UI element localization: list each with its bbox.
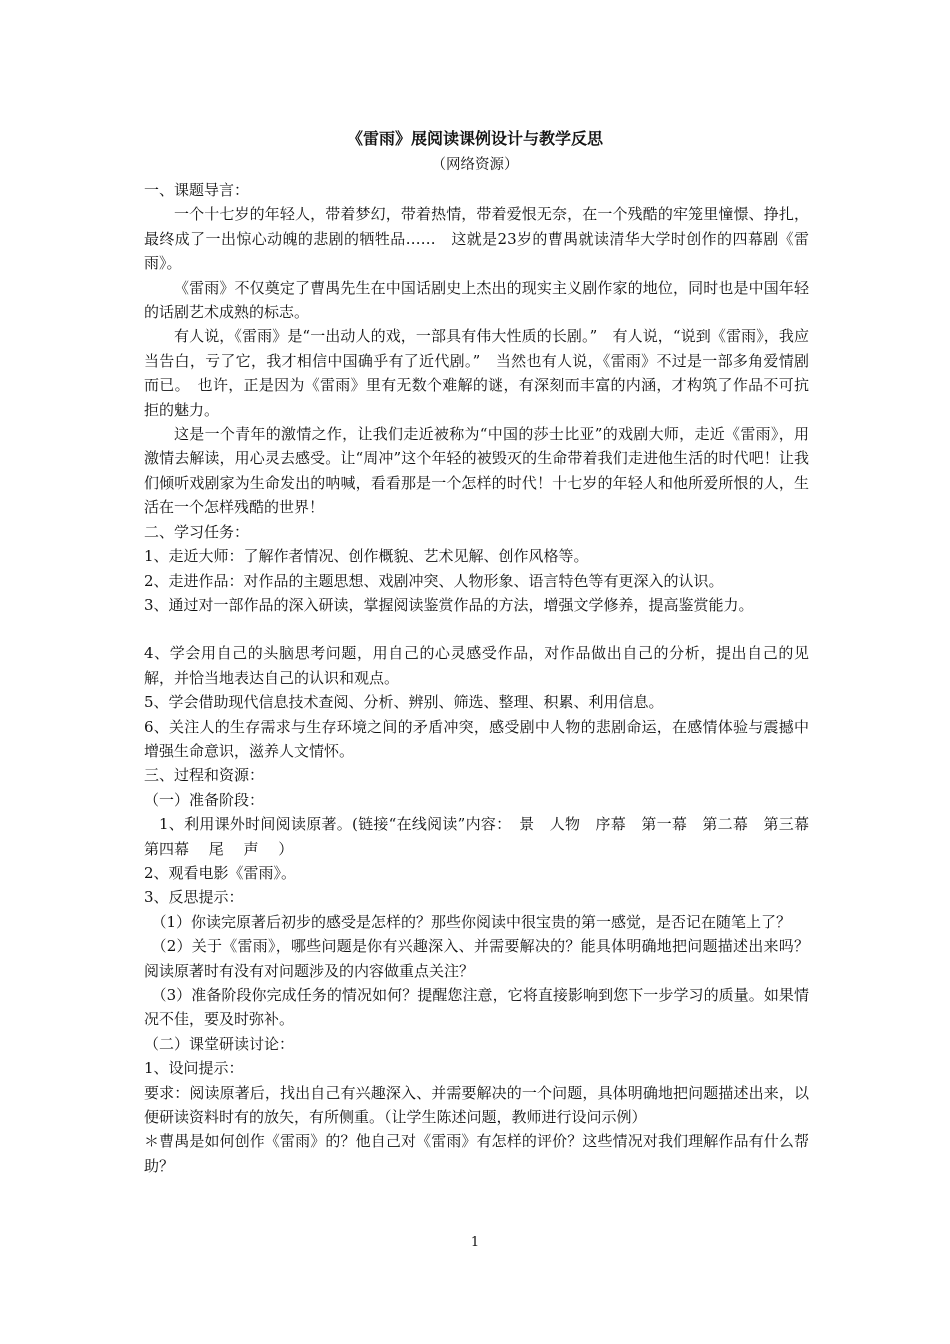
reflection-item: （1）你读完原著后初步的感受是怎样的？那些你阅读中很宝贵的第一感觉，是否记在随笔上了？: [151, 912, 792, 931]
list-item: 5、学会借助现代信息技术查阅、分析、辨别、筛选、整理、积累、利用信息。: [144, 693, 664, 712]
reflection-item: （3）准备阶段你完成任务的情况如何？提醒您注意，它将直接影响到您下一步学习的质量。如果情况不佳，要及时弥补。: [144, 986, 809, 1029]
document-title: 《雷雨》展阅读课例设计与教学反思: [346, 129, 603, 148]
list-item: 6、关注人的生存需求与生存环境之间的矛盾冲突，感受剧中人物的悲剧命运，在感情体验与震撼中增强生命意识，滋养人文情怀。: [144, 717, 809, 760]
document-subtitle: （网络资源）: [431, 157, 519, 173]
list-item: 4、学会用自己的头脑思考问题，用自己的心灵感受作品，对作品做出自己的分析，提出自己的见解，并恰当地表达自己的认识和观点。: [144, 644, 809, 687]
paragraph: 《雷雨》不仅奠定了曹禺先生在中国话剧史上杰出的现实主义剧作家的地位，同时也是中国年轻的话剧艺术成熟的标志。: [144, 278, 809, 322]
subsection-heading: （一）准备阶段：: [144, 790, 265, 809]
paragraph: 有人说，《雷雨》是“一出动人的戏，一部具有伟大性质的长剧。” 有人说，“说到《雷雨》，我应当告白，亏了它，我才相信中国确乎有了近代剧。” 当然也有人说，《雷雨》不过是一部多角爱情剧而已。 也许，正是因为《雷雨》里有无数个难解的谜，有深刻而丰富的内涵，才构筑了作品不可抗拒的魅力。: [144, 327, 809, 419]
paragraph: 这是一个青年的激情之作，让我们走近被称为“中国的莎士比亚”的戏剧大师，走近《雷雨》，用激情去解读，用心灵去感受。让“周冲”这个年轻的被毁灭的生命带着我们走进他生活的时代吧！让我们倾听戏剧家为生命发出的呐喊，看看那是一个怎样的时代！十七岁的年轻人和他所爱所恨的人，生活在一个怎样残酷的世界！: [144, 425, 809, 517]
list-item: 2、观看电影《雷雨》。: [144, 863, 297, 882]
subsection-heading: （二）课堂研读讨论：: [144, 1034, 295, 1053]
paragraph: ＊曹禺是如何创作《雷雨》的？他自己对《雷雨》有怎样的评价？这些情况对我们理解作品有什么帮助？: [144, 1132, 809, 1175]
list-item: 3、通过对一部作品的深入研读，掌握阅读鉴赏作品的方法，增强文学修养，提高鉴赏能力。: [144, 595, 754, 614]
section-heading-intro: 一、课题导言：: [144, 181, 250, 199]
list-item: 2、走进作品：对作品的主题思想、戏剧冲突、人物形象、语言特色等有更深入的认识。: [144, 571, 724, 590]
page-number: 1: [470, 1235, 480, 1250]
document-body: [144, 178, 829, 1178]
list-item: 1、设问提示：: [144, 1059, 244, 1078]
paragraph: 要求：阅读原著后，找出自己有兴趣深入、并需要解决的一个问题，具体明确地把问题描述出来，以便研读资料时有的放矢，有所侧重。（让学生陈述问题，教师进行设问示例）: [144, 1083, 809, 1127]
section-heading-tasks: 二、学习任务：: [144, 522, 250, 541]
section-heading-process: 三、过程和资源：: [144, 766, 265, 785]
list-item: 1、利用课外时间阅读原著。(链接“在线阅读”内容： 景 人物 序幕 第一幕 第二幕 第三幕 第四幕 尾 声 ）: [144, 815, 829, 858]
paragraph: 一个十七岁的年轻人，带着梦幻，带着热情，带着爱恨无奈，在一个残酷的牢笼里憧憬、挣扎，最终成了一出惊心动魄的悲剧的牺牲品…… 这就是23岁的曹禺就读清华大学时创作的四幕剧《雷雨》。: [144, 205, 809, 273]
list-item: 1、走近大师：了解作者情况、创作概貌、艺术见解、创作风格等。: [144, 547, 589, 566]
reflection-item: （2）关于《雷雨》，哪些问题是你有兴趣深入、并需要解决的？能具体明确地把问题描述出来吗？阅读原著时有没有对问题涉及的内容做重点关注？: [144, 937, 809, 980]
list-item: 3、反思提示：: [144, 888, 244, 907]
blank-line: [144, 617, 809, 641]
